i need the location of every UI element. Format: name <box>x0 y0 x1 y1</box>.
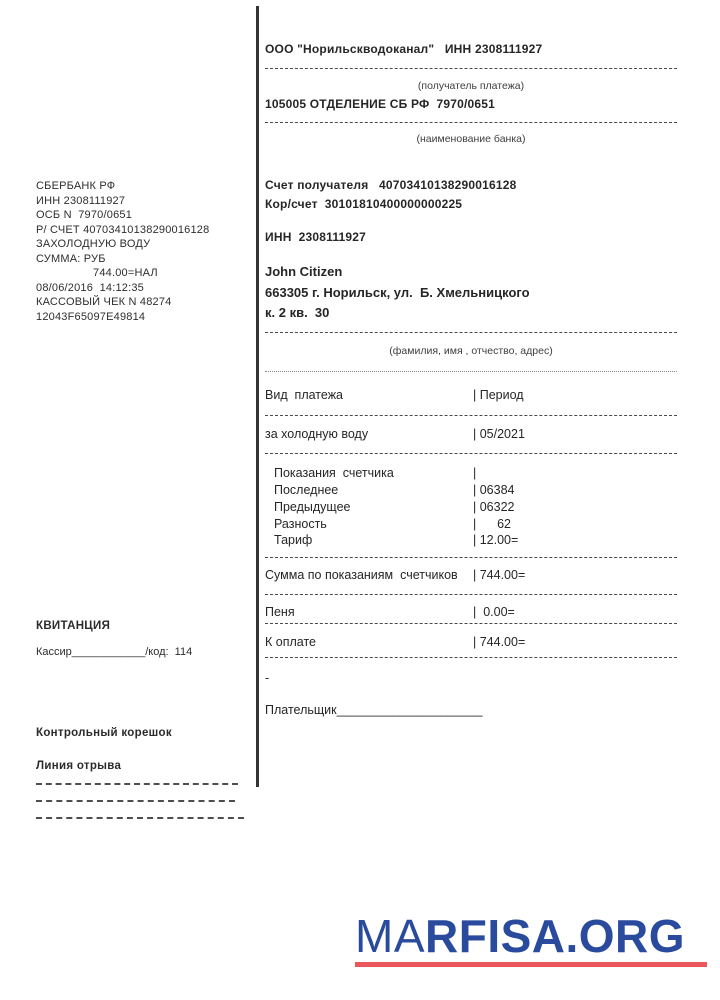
meter-row <box>265 466 677 480</box>
dashed-separator <box>265 68 677 69</box>
row-label: Разность <box>274 517 327 531</box>
row-value: | 744.00= <box>473 635 526 649</box>
table-header-row <box>265 388 677 402</box>
dashed-separator <box>265 415 677 416</box>
row-value: | 05/2021 <box>473 427 525 441</box>
stub-line-sum: СУММА: РУБ <box>36 252 106 265</box>
payee-caption: (получатель платежа) <box>417 80 525 92</box>
bank-caption: (наименование банка) <box>416 133 526 145</box>
stub-line-account: Р/ СЧЕТ 40703410138290016128 <box>36 223 210 236</box>
row-label: за холодную воду <box>265 427 369 441</box>
payer-address-line1: 663305 г. Норильск, ул. Б. Хмельницкого <box>265 285 530 300</box>
recipient-account-line: Счет получателя 40703410138290016128 <box>265 178 517 192</box>
inn-line: ИНН 2308111927 <box>265 230 367 244</box>
dashed-separator <box>265 122 677 123</box>
logo-text-light: MA <box>355 910 425 962</box>
payment-row <box>265 427 677 441</box>
corr-account-line: Кор/счет 30101810400000000225 <box>265 197 463 211</box>
tear-dash-line <box>36 800 235 802</box>
stub-line-inn: ИНН 2308111927 <box>36 194 126 207</box>
tear-dash-line <box>36 783 238 785</box>
dashed-separator <box>265 623 677 624</box>
row-label: Последнее <box>274 483 339 497</box>
sum-row <box>265 568 677 582</box>
row-label: Предыдущее <box>274 500 351 514</box>
row-value: | 744.00= <box>473 568 526 582</box>
payer-address-line2: к. 2 кв. 30 <box>265 305 330 320</box>
tear-divider-line <box>256 6 259 787</box>
tear-dash-line <box>36 817 244 819</box>
meter-row <box>265 500 677 514</box>
dashed-separator <box>265 657 677 658</box>
penalty-row <box>265 605 677 619</box>
payer-signature-line: Плательщик_____________________ <box>265 703 483 717</box>
site-logo-text <box>355 912 707 960</box>
site-logo <box>355 912 707 967</box>
payer-caption: (фамилия, имя , отчество, адрес) <box>389 345 553 357</box>
row-label: Пеня <box>265 605 295 619</box>
payment-form <box>265 38 677 778</box>
stub-line-purpose: ЗАХОЛОДНУЮ ВОДУ <box>36 238 151 250</box>
dotted-separator <box>265 371 677 372</box>
tear-line-label: Линия отрыва <box>36 760 122 772</box>
row-value: | Период <box>473 388 524 402</box>
receipt-title: КВИТАНЦИЯ <box>36 620 111 632</box>
meter-row <box>265 533 677 547</box>
row-label: Показания счетчика <box>274 466 394 480</box>
row-value: | 12.00= <box>473 533 519 547</box>
stub-amount: 744.00=НАЛ <box>93 267 158 279</box>
bank-line: 105005 ОТДЕЛЕНИЕ СБ РФ 7970/0651 <box>265 97 496 111</box>
cashier-line: Кассир____________/код: 114 <box>36 646 193 658</box>
row-value: | 0.00= <box>473 605 515 619</box>
row-value: | 06322 <box>473 500 515 514</box>
dashed-separator <box>265 557 677 558</box>
row-label: Сумма по показаниям счетчиков <box>265 568 458 582</box>
stub-line-osb: ОСБ N 7970/0651 <box>36 209 133 221</box>
meter-row <box>265 517 677 531</box>
row-label: Тариф <box>274 533 313 547</box>
stub-line-bank: СБЕРБАНК РФ <box>36 180 116 192</box>
cash-register-stub <box>36 179 251 324</box>
row-value: | <box>473 466 477 480</box>
control-stub-title: Контрольный корешок <box>36 727 172 739</box>
stub-datetime: 08/06/2016 14:12:35 <box>36 281 144 294</box>
row-label: К оплате <box>265 635 316 649</box>
row-label: Вид платежа <box>265 388 344 402</box>
row-value: | 06384 <box>473 483 515 497</box>
dashed-separator <box>265 332 677 333</box>
logo-underline <box>355 962 707 967</box>
dashed-separator <box>265 594 677 595</box>
dash-note: - <box>265 671 270 685</box>
payee-line: ООО "Норильскводоканал" ИНН 2308111927 <box>265 42 543 56</box>
stub-check-number: КАССОВЫЙ ЧЕК N 48274 <box>36 296 172 308</box>
row-value: | 62 <box>473 517 511 531</box>
payer-name: John Citizen <box>265 264 343 279</box>
logo-text-bold: RFISA.ORG <box>425 910 686 962</box>
meter-row <box>265 483 677 497</box>
stub-fiscal-code: 12043F65097E49814 <box>36 310 146 323</box>
dashed-separator <box>265 453 677 454</box>
total-row <box>265 635 677 649</box>
